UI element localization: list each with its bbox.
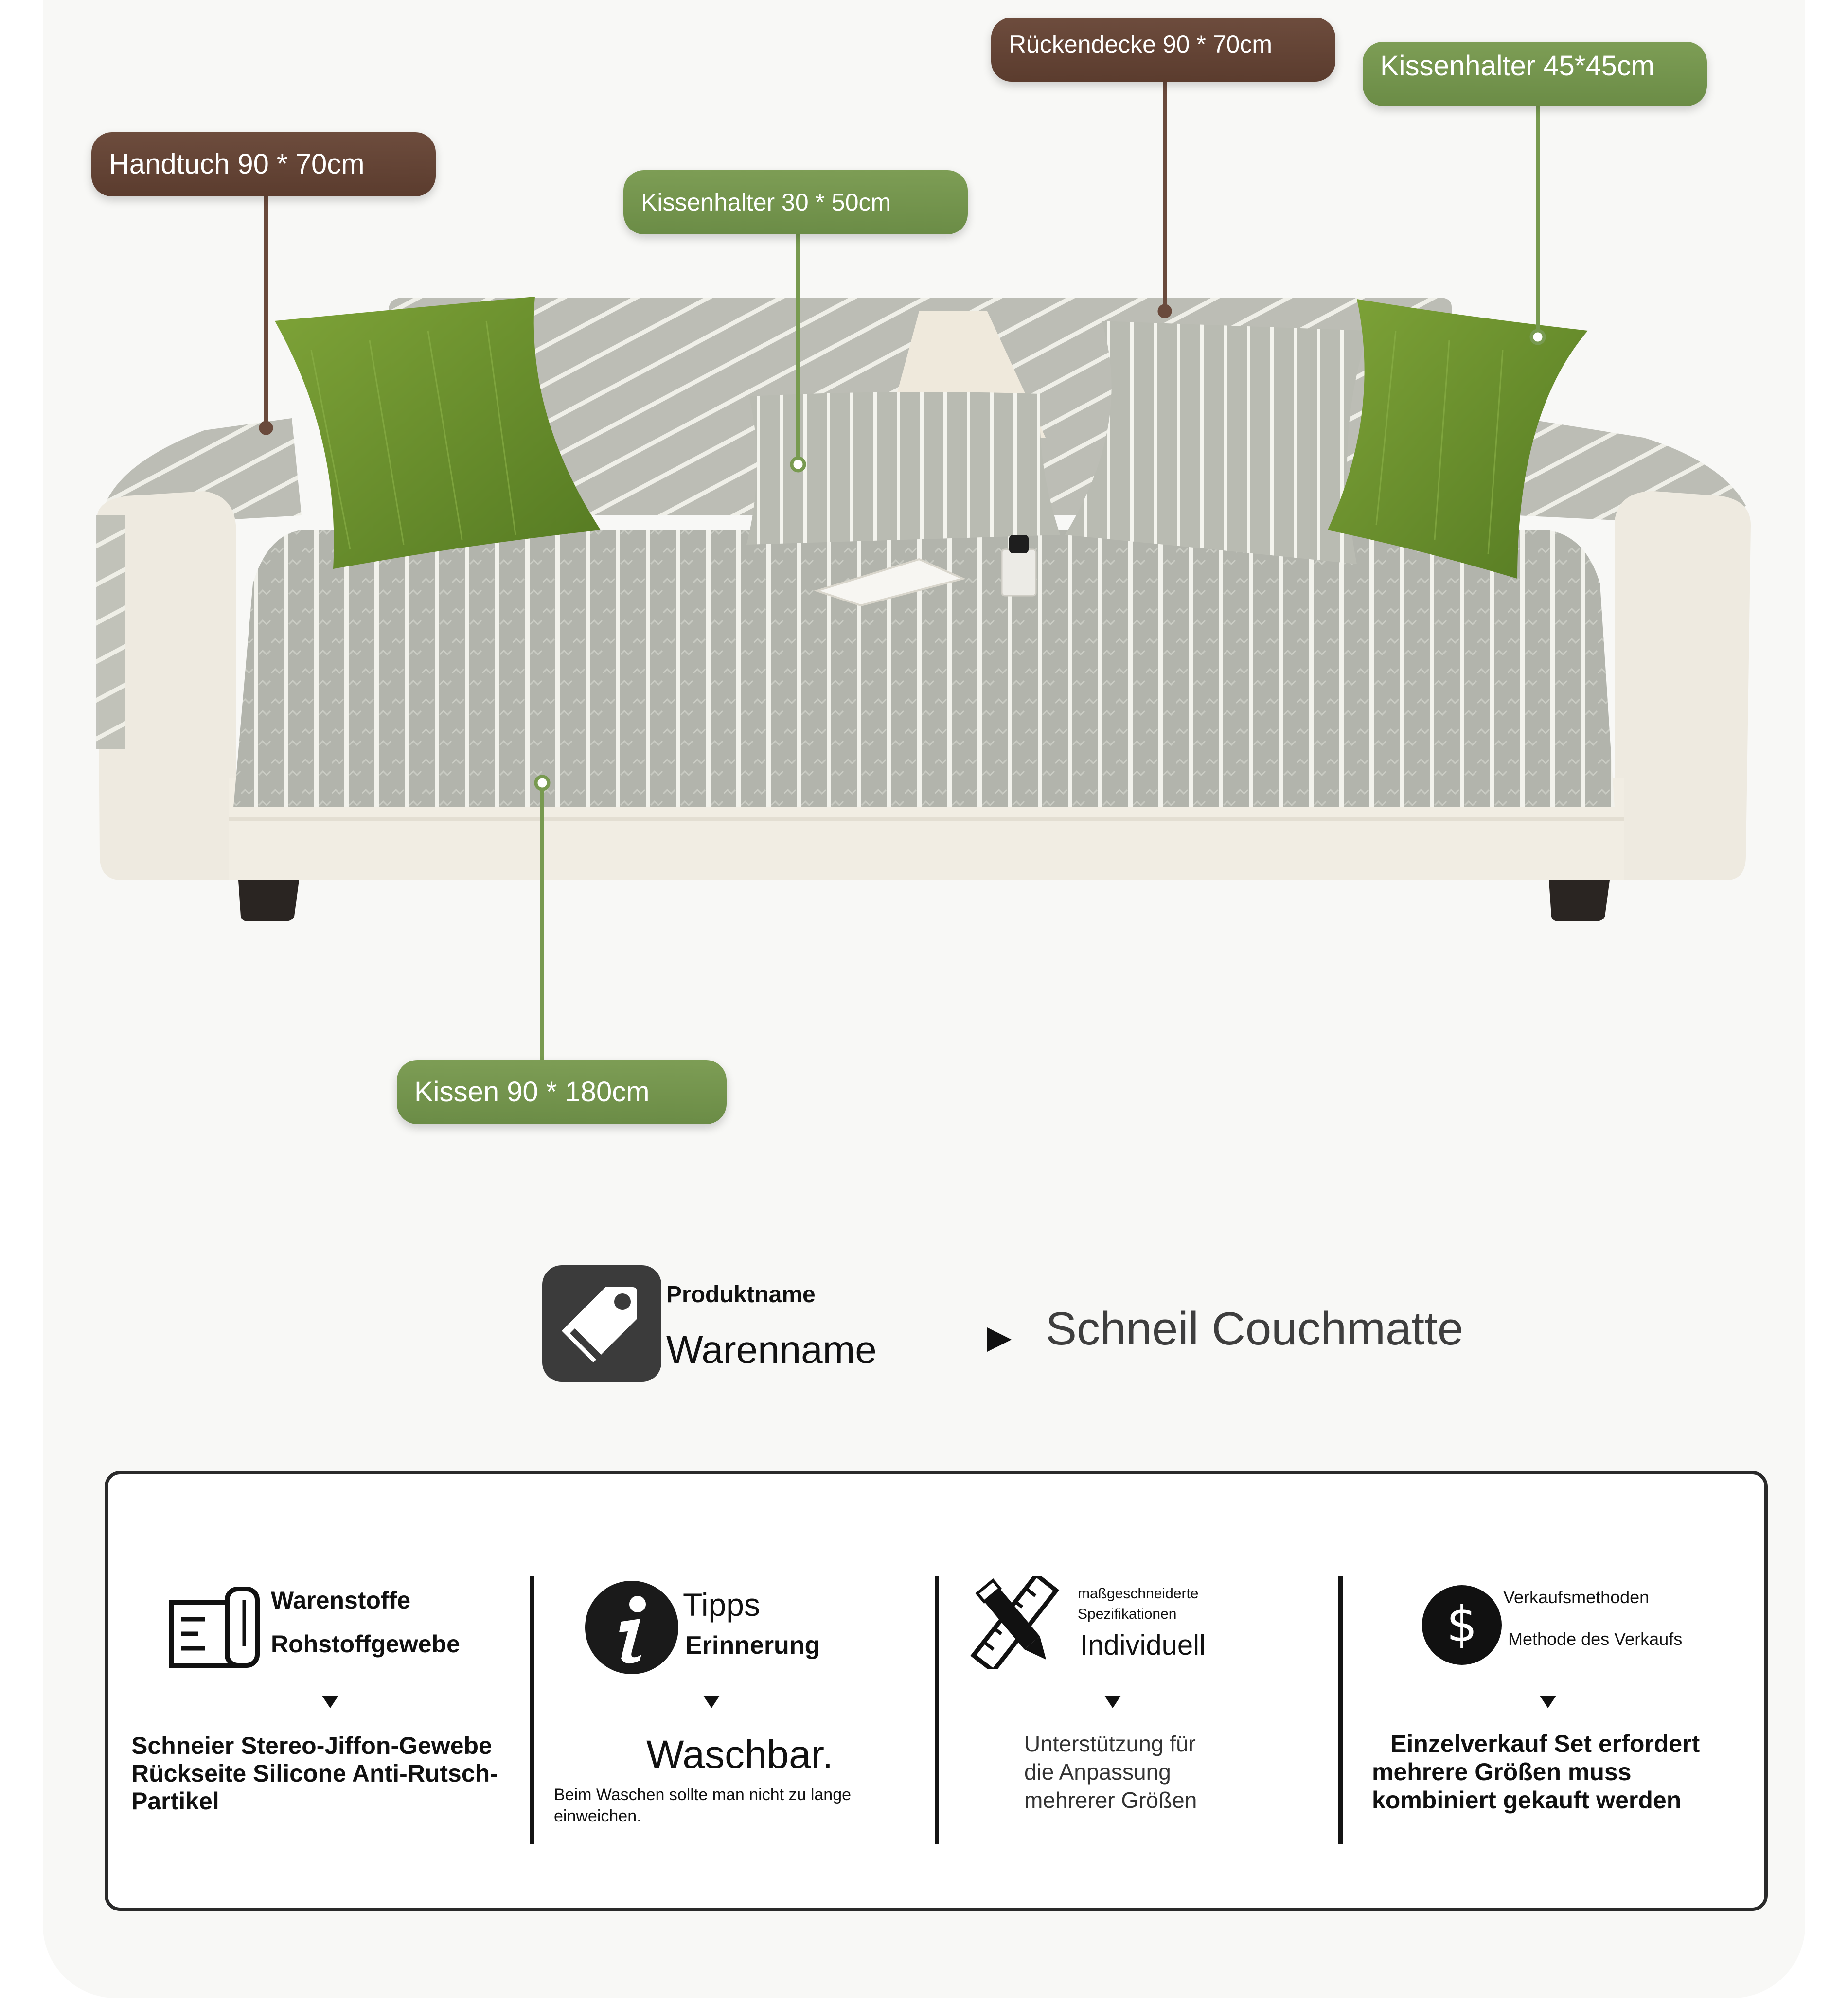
play-arrow-icon [985,1325,1014,1354]
callout-kissen: Kissen 90 * 180cm [397,1060,727,1124]
feature-description: Beim Waschen sollte man nicht zu lange einweichen. [554,1786,852,1825]
striped-pillow-large [1065,321,1369,564]
divider [530,1576,534,1844]
svg-text:$: $ [1446,1596,1477,1653]
feature-subtitle: Methode des Verkaufs [1508,1629,1683,1649]
feature-sales [1343,1474,1766,1912]
feature-description: Einzelverkauf Set erfordert mehrere Größen muss kombiniert gekauft werden [1372,1730,1700,1814]
caret-down-icon [322,1696,338,1708]
divider [935,1576,939,1844]
product-name: Schneil Couchmatte [1046,1303,1464,1355]
divider [1338,1576,1343,1844]
sofa-left-foot [238,880,299,921]
feature-description: Schneier Stereo-Jiffon-Gewebe Rückseite Silicone Anti-Rutsch-Partikel [131,1732,498,1815]
caret-down-icon [703,1696,720,1708]
bottle [1002,549,1036,596]
info-icon [583,1579,680,1676]
feature-title: maßgeschneiderte Spezifikationen [1078,1586,1199,1622]
feature-title: Tipps [683,1587,760,1623]
callout-handtuch: Handtuch 90 * 70cm [91,132,436,196]
sofa-right-foot [1549,880,1610,921]
feature-subtitle: Individuell [1080,1629,1206,1661]
feature-info-box [105,1471,1768,1911]
feature-subtitle: Erinnerung [685,1631,820,1660]
product-name-row [0,1255,1848,1400]
caret-down-icon [1104,1696,1121,1708]
product-label-small: Produktname [666,1282,816,1308]
sofa-left-arm-cover [96,515,125,749]
feature-description: Unterstützung für die Anpassung mehrerer Größen [1024,1731,1197,1813]
ruler-pencil-icon [963,1576,1066,1669]
feature-tips [534,1474,935,1912]
fabric-roll-icon [166,1580,264,1673]
callout-rueckendecke: Rückendecke 90 * 70cm [991,18,1335,82]
feature-headline: Waschbar. [646,1733,834,1777]
product-label-large: Warenname [666,1328,877,1371]
feature-title: Warenstoffe [271,1587,411,1614]
sofa-right-arm [1615,491,1751,880]
callout-kissenhalter-large: Kissenhalter 45*45cm [1363,42,1707,106]
feature-custom [939,1474,1338,1912]
feature-title: Verkaufsmethoden [1503,1587,1650,1607]
callout-kissenhalter-small: Kissenhalter 30 * 50cm [623,170,968,234]
price-tag-icon [542,1265,661,1382]
caret-down-icon [1540,1696,1556,1708]
feature-subtitle: Rohstoffgewebe [271,1630,460,1658]
dollar-icon [1421,1584,1503,1666]
feature-material [108,1474,530,1912]
